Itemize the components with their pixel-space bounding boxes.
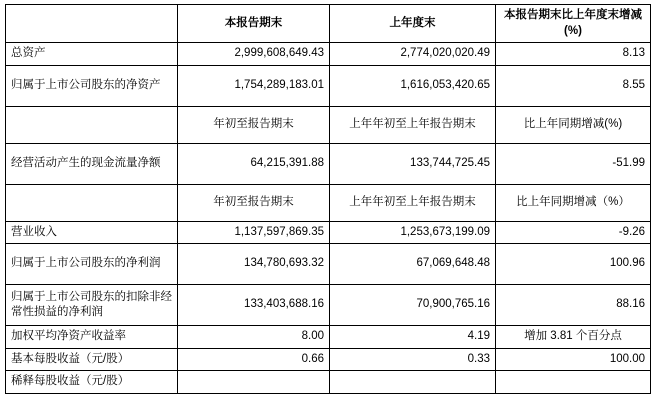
subheader-cell-prior-ytd-1: 上年年初至上年报告期末	[330, 106, 496, 143]
cell-total-assets-change: 8.13	[496, 43, 651, 66]
cell-net-profit-deducted-current: 133,403,688.16	[178, 285, 330, 326]
cell-roe-current: 8.00	[178, 326, 330, 349]
subheader-cell-prior-ytd-2: 上年年初至上年报告期末	[330, 184, 496, 221]
header-cell-period-end: 本报告期末	[178, 5, 330, 43]
table-row	[6, 285, 651, 326]
cell-diluted-eps-prior	[330, 371, 496, 394]
header-cell-blank	[6, 5, 178, 43]
table-subheader-row-1	[6, 106, 651, 143]
cell-operating-revenue-change: -9.26	[496, 221, 651, 244]
financial-summary-table	[5, 4, 651, 394]
subheader-cell-change-1: 比上年同期增减(%)	[496, 106, 651, 143]
subheader-cell-blank-1	[6, 106, 178, 143]
table-row	[6, 43, 651, 66]
cell-operating-cashflow-prior: 133,744,725.45	[330, 143, 496, 184]
subheader-cell-change-2: 比上年同期增减（%）	[496, 184, 651, 221]
row-label-net-profit: 归属于上市公司股东的净利润	[6, 244, 178, 285]
table-row	[6, 326, 651, 349]
cell-operating-cashflow-change: -51.99	[496, 143, 651, 184]
row-label-operating-cashflow: 经营活动产生的现金流量净额	[6, 143, 178, 184]
cell-net-profit-deducted-prior: 70,900,765.16	[330, 285, 496, 326]
cell-total-assets-prior: 2,774,020,020.49	[330, 43, 496, 66]
cell-net-assets-current: 1,754,289,183.01	[178, 65, 330, 106]
table-subheader-row-2	[6, 184, 651, 221]
table-row	[6, 244, 651, 285]
row-label-net-assets: 归属于上市公司股东的净资产	[6, 65, 178, 106]
table-row	[6, 371, 651, 394]
row-label-roe: 加权平均净资产收益率	[6, 326, 178, 349]
cell-basic-eps-change: 100.00	[496, 348, 651, 371]
table-header-row	[6, 5, 651, 43]
table-row	[6, 348, 651, 371]
cell-basic-eps-prior: 0.33	[330, 348, 496, 371]
cell-diluted-eps-current	[178, 371, 330, 394]
cell-operating-revenue-prior: 1,253,673,199.09	[330, 221, 496, 244]
cell-operating-revenue-current: 1,137,597,869.35	[178, 221, 330, 244]
table-row	[6, 221, 651, 244]
cell-net-profit-deducted-change: 88.16	[496, 285, 651, 326]
cell-net-assets-change: 8.55	[496, 65, 651, 106]
header-cell-last-year-end: 上年度末	[330, 5, 496, 43]
cell-roe-prior: 4.19	[330, 326, 496, 349]
row-label-total-assets: 总资产	[6, 43, 178, 66]
cell-diluted-eps-change	[496, 371, 651, 394]
subheader-cell-ytd-1: 年初至报告期末	[178, 106, 330, 143]
cell-total-assets-current: 2,999,608,649.43	[178, 43, 330, 66]
cell-net-assets-prior: 1,616,053,420.65	[330, 65, 496, 106]
cell-roe-change: 增加 3.81 个百分点	[496, 326, 651, 349]
row-label-basic-eps: 基本每股收益（元/股）	[6, 348, 178, 371]
cell-net-profit-current: 134,780,693.32	[178, 244, 330, 285]
table-row	[6, 65, 651, 106]
financial-report-sheet	[0, 4, 653, 409]
row-label-net-profit-deducted: 归属于上市公司股东的扣除非经常性损益的净利润	[6, 285, 178, 326]
cell-basic-eps-current: 0.66	[178, 348, 330, 371]
cell-net-profit-prior: 67,069,648.48	[330, 244, 496, 285]
row-label-operating-revenue: 营业收入	[6, 221, 178, 244]
row-label-diluted-eps: 稀释每股收益（元/股）	[6, 371, 178, 394]
subheader-cell-blank-2	[6, 184, 178, 221]
table-row	[6, 143, 651, 184]
cell-operating-cashflow-current: 64,215,391.88	[178, 143, 330, 184]
cell-net-profit-change: 100.96	[496, 244, 651, 285]
header-cell-change-pct: 本报告期末比上年度末增减(%)	[496, 5, 651, 43]
subheader-cell-ytd-2: 年初至报告期末	[178, 184, 330, 221]
